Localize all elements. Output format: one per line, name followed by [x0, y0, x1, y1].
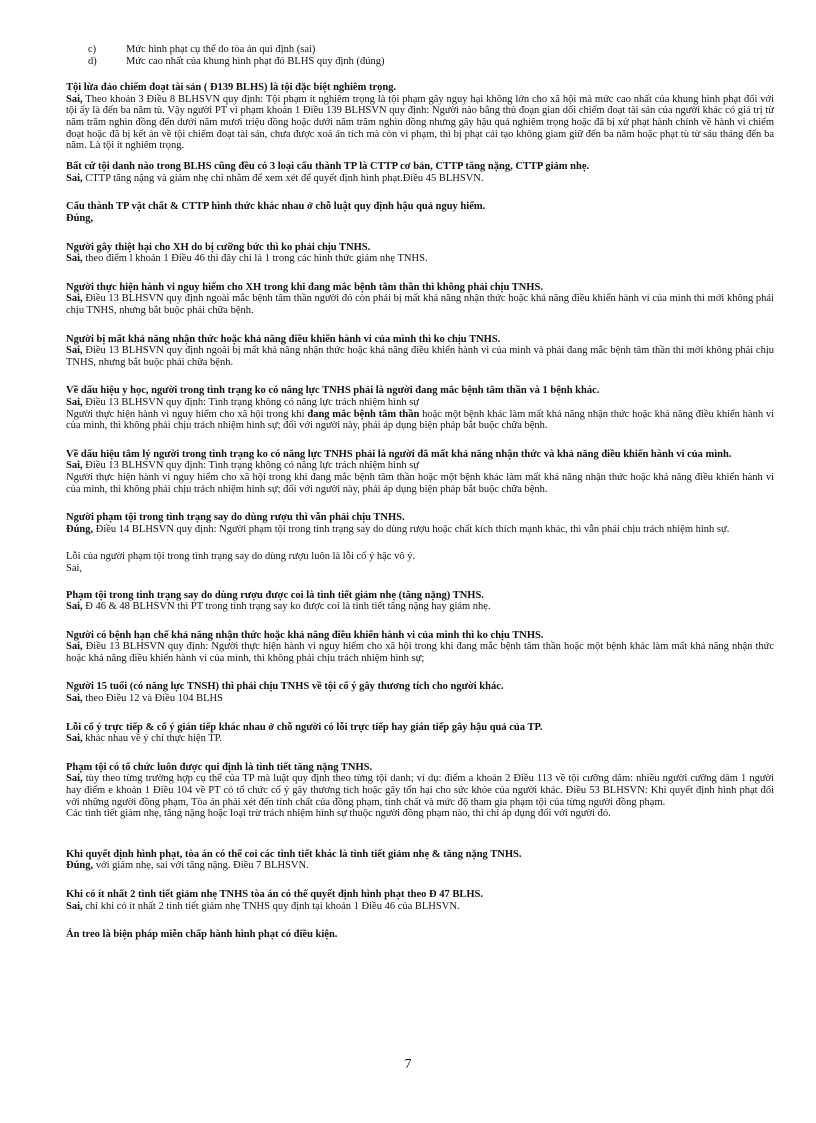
answer-detail: Người thực hiện hành vi nguy hiểm cho xã hội trong khi đang mắc bệnh tâm thần hoặc một bệnh khác làm mất khả năng nhận thức hoặc khả năng điều khiển hành vi của mình, thì không phải chịu trách nhiệm hình sự; đối với người này, phải áp dụng biện pháp bắt buộc chữa bệnh. [66, 408, 775, 432]
qa-item [66, 849, 774, 872]
answer-detail: Người thực hiện hành vi nguy hiểm cho xã hội trong khi đang mắc bệnh tâm thần hoặc một bệnh khác làm mất khả năng nhận thức hoặc khả năng điều khiển hành vi của mình, thì không phải chịu trách nhiệm hình sự; đối với người này, phải áp dụng biện pháp bắt buộc chữa bệnh. [66, 471, 774, 495]
answer: Đúng, [66, 213, 94, 225]
answer: Đúng, với giảm nhẹ, sai với tăng nặng. Điều 7 BLHSVN. [66, 860, 309, 872]
answer: Sai, Đ 46 & 48 BLHSVN thì PT trong tình trạng say ko được coi là tình tiết tăng nặng hay giảm nhẹ. [66, 601, 491, 613]
qa-item [66, 630, 774, 665]
question: Cấu thành TP vật chất & CTTP hình thức khác nhau ở chỗ luật quy định hậu quả nguy hiểm. [66, 201, 486, 213]
question: Người bị mất khả năng nhận thức hoặc khả năng điều khiển hành vi của mình thì ko chịu TNHS. [66, 333, 501, 345]
question: Về dấu hiệu tâm lý người trong tình trạng ko có năng lực TNHS phải là người đã mất khả năng nhận thức và khả năng điều khiển hành vi của mình. [66, 448, 732, 460]
answer: Đúng, Điều 14 BLHSVN quy định: Người phạm tội trong tình trạng say do dùng rượu hoặc chất kích thích mạnh khác, thì vẫn phải chịu trách nhiệm hình sự. [66, 523, 730, 535]
question: Khi quyết định hình phạt, tòa án có thể coi các tình tiết khác là tình tiết giảm nhẹ & tăng nặng TNHS. [66, 848, 522, 860]
answer: Sai, Điều 13 BLHSVN quy định: Người thực hiện hành vi nguy hiểm cho xã hội trong khi đang mắc bệnh tâm thần hoặc một bệnh khác làm mất khả năng nhận thức hoặc khả năng điều khiển hành vi của mình, thì không phải chịu trách nhiệm hình sự; [66, 641, 774, 664]
answer: Sai, theo điểm l khoản 1 Điều 46 thì đây chỉ là 1 trong các hình thức giảm nhẹ TNHS. [66, 253, 428, 265]
answer: Sai, Điều 13 BLHSVN quy định: Tình trạng không có năng lực trách nhiệm hình sự [66, 460, 419, 472]
qa-item [66, 385, 774, 431]
question: Tội lừa đảo chiếm đoạt tài sản ( Đ139 BLHS) là tội đặc biệt nghiêm trọng. [66, 82, 397, 94]
answer: Sai, Theo khoản 3 Điều 8 BLHSVN quy định: Tội phạm ít nghiêm trọng là tội phạm gây nguy hại không lớn cho xã hội mà mức cao nhất của khung hình phạt đối với tội ấy là đến ba năm tù. Vậy người PT vi phạm khoản 1 Điều 139 BLHSVN quy định: Người nào bằng thủ đoạn gian dối chiếm đoạt tài sản của người khác có giá trị từ năm trăm nghìn đồng đến dưới năm mươi triệu đồng hoặc dưới năm trăm nghìn đồng nhưng gây hậu quả nghiêm trọng hoặc đã bị xử phạt hành chính về hành vi chiếm đoạt hoặc đã bị kết án về tội chiếm đoạt tài sản, chưa được xoá án tích mà còn vi phạm, thì bị phạt cải tạo không giam giữ đến ba năm hoặc phạt tù từ sáu tháng đến ba năm. Là tội ít nghiêm trọng. [66, 93, 774, 152]
qa-item [66, 889, 774, 912]
qa-item [66, 282, 774, 317]
question: Người có bệnh hạn chế khả năng nhận thức hoặc khả năng điều khiển hành vi của mình thì ko chịu TNHS. [66, 629, 544, 641]
question: Người 15 tuổi (có năng lực TNSH) thì phải chịu TNHS về tội cố ý gây thương tích cho người khác. [66, 681, 504, 693]
option-c: c) Mức hình phạt cụ thể do tòa án qui định (sai) [88, 44, 316, 55]
question: Lỗi của người phạm tội trong tình trạng say do dùng rượu luôn là lỗi cố ý hặc vô ý. [66, 551, 416, 563]
qa-item [66, 551, 774, 574]
question: Người phạm tội trong tình trạng say do dùng rượu thì vẫn phải chịu TNHS. [66, 512, 405, 524]
qa-item [66, 762, 774, 820]
qa-item [66, 512, 774, 535]
answer: Sai, theo Điều 12 và Điều 104 BLHS [66, 693, 223, 705]
answer: Sai, CTTP tăng nặng và giảm nhẹ chỉ nhằm để xem xét để quyết định hình phạt.Điều 45 BLHSVN. [66, 172, 484, 184]
question: Khi có ít nhất 2 tình tiết giảm nhẹ TNHS tòa án có thể quyết định hình phạt theo Đ 47 BLHS. [66, 889, 483, 900]
qa-item [66, 449, 774, 495]
question: Án treo là biện pháp miễn chấp hành hình phạt có điều kiện. [66, 929, 338, 941]
qa-item [66, 929, 774, 941]
answer: Sai, Điều 13 BLHSVN quy định: Tình trạng không có năng lực trách nhiệm hình sự [66, 396, 419, 408]
question: Phạm tội có tổ chức luôn được qui định là tình tiết tăng nặng TNHS. [66, 761, 373, 773]
answer-detail: Các tình tiết giảm nhẹ, tăng nặng hoặc loại trừ trách nhiệm hình sự thuộc người đồng phạm nào, thì chỉ áp dụng đối với người đó. [66, 808, 611, 820]
question: Phạm tội trong tình trạng say do dùng rượu được coi là tình tiết giảm nhẹ (tăng nặng) TNHS. [66, 589, 484, 601]
qa-item [66, 82, 774, 152]
question: Về dấu hiệu y học, người trong tình trạng ko có năng lực TNHS phải là người đang mắc bệnh tâm thần và 1 bệnh khác. [66, 385, 600, 397]
answer: Sai, khác nhau về ý chí thực hiện TP. [66, 733, 222, 745]
qa-item [66, 161, 774, 184]
answer: Sai, Điều 13 BLHSVN quy định ngoài bị mất khả năng nhận thức hoặc khả năng điều khiển hành vi của mình và phải đang mắc bệnh tâm thần thì mới không phải chịu TNHS, nhưng bắt buộc phải chữa bệnh. [66, 345, 774, 368]
question: Người thực hiện hành vi nguy hiểm cho XH trong khi đang mắc bệnh tâm thần thì không phải chịu TNHS. [66, 281, 543, 293]
answer: Sai, Điều 13 BLHSVN quy định ngoài mắc bệnh tâm thần người đó còn phải bị mất khả năng nhận thức hoặc khả năng điều khiển hành vi của mình thì mới không phải chịu TNHS, nhưng bắt buộc phải chữa bệnh. [66, 293, 774, 316]
question: Bất cứ tội danh nào trong BLHS cũng đều có 3 loại cấu thành TP là CTTP cơ bản, CTTP tăng nặng, CTTP giảm nhẹ. [66, 161, 590, 173]
question: Lỗi cố ý trực tiếp & cố ý gián tiếp khác nhau ở chỗ người có lỗi trực tiếp hay gián tiếp gây hậu quả của TP. [66, 721, 543, 733]
question: Người gây thiệt hại cho XH do bị cưỡng bức thì ko phải chịu TNHS. [66, 241, 371, 253]
document-page [66, 44, 774, 941]
qa-item [66, 590, 774, 613]
qa-item [66, 722, 774, 745]
qa-item [66, 242, 774, 265]
page-number: 7 [404, 1057, 412, 1072]
answer: Sai, [66, 562, 83, 574]
qa-item [66, 681, 774, 704]
qa-item [66, 201, 774, 224]
answer: Sai, tùy theo từng trường hợp cụ thể của TP mà luật quy định theo từng tội danh; ví dụ: điểm a khoản 2 Điều 113 về tội cưỡng dâm: nhiều người cưỡng dâm 1 người hay điểm e khoản 1 Điều 104 về PT có tổ chức cố ý gây thương tích hoặc gây tổn hại cho sức khỏe của người khác. Điều 53 BLHSVN: Khi quyết định hình phạt đối với những người đồng phạm, Tòa án phải xét đến tính chất của đồng phạm, tính chất và mức độ tham gia phạm tội của từng người đồng phạm. [66, 773, 774, 808]
answer: Sai, chỉ khi có ít nhất 2 tình tiết giảm nhẹ TNHS quy định tại khoản 1 Điều 46 của BLHSVN. [66, 900, 460, 912]
option-d: d) Mức cao nhất của khung hình phạt đó BLHS quy định (đúng) [88, 55, 385, 67]
qa-item [66, 334, 774, 369]
